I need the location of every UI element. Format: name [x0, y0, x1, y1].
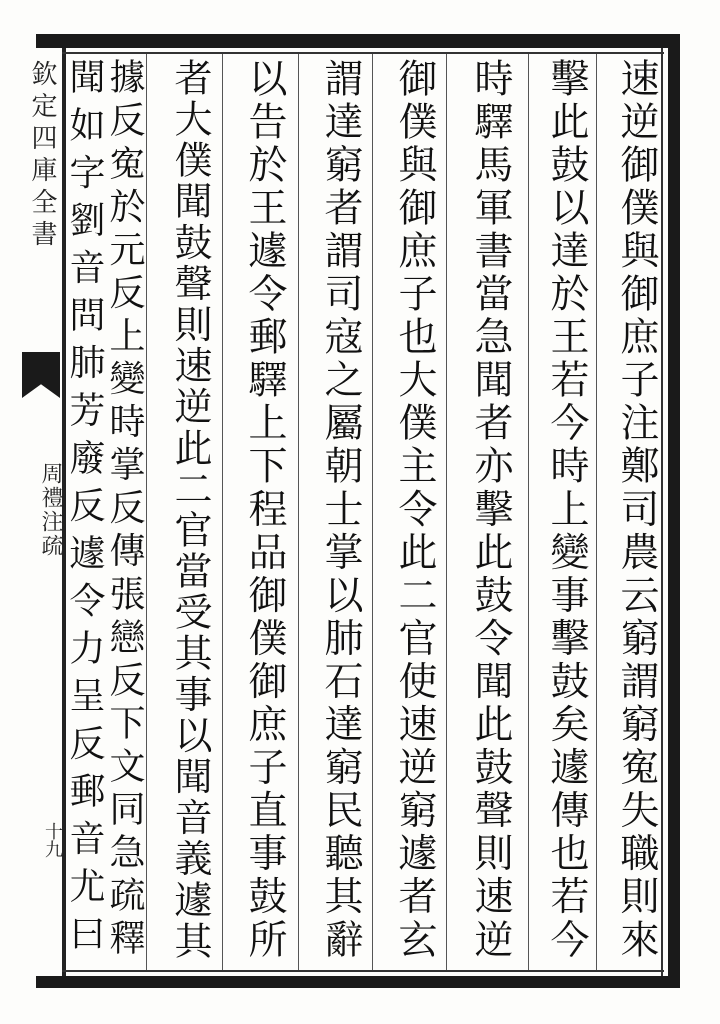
book-title: 周禮注疏: [38, 462, 63, 558]
fish-tail-mark: [22, 352, 60, 398]
page-number: 十九: [42, 822, 63, 858]
text-column-6: 以告於王遽令郵驛上下程品御僕御庶子直事鼓所: [242, 58, 287, 962]
text-column-2: 擊此鼓以達於王若今時上變事擊鼓矣遽傳也若今: [544, 58, 589, 962]
annotation-column-1: 據反寃於元反上變時掌反傳張戀反下文同急疏釋: [104, 58, 145, 962]
column-rule: [372, 54, 373, 970]
frame-top-inner-line: [62, 52, 664, 54]
column-rule: [298, 54, 299, 970]
column-rule: [596, 54, 597, 970]
page-margin: [22, 52, 62, 972]
annotation-column-2: 聞如字劉音問肺芳廢反遽令力呈反郵音尤曰: [64, 58, 105, 962]
column-rule: [222, 54, 223, 970]
text-column-1: 速逆御僕與御庶子注鄭司農云窮謂窮寃失職則來: [614, 58, 659, 962]
text-column-5: 謂達窮者謂司寇之屬朝士掌以肺石達窮民聽其辭: [318, 58, 363, 962]
text-column-4: 御僕與御庶子也大僕主令此二官使速逆窮遽者玄: [392, 58, 437, 962]
column-rule: [446, 54, 447, 970]
text-column-3: 時驛馬軍書當急聞者亦擊此鼓令聞此鼓聲則速逆: [468, 58, 513, 962]
frame-bottom-border: [36, 976, 680, 988]
frame-right-border: [668, 34, 680, 988]
frame-bottom-inner-line: [62, 970, 664, 972]
column-rule: [146, 54, 147, 970]
frame-top-border: [36, 34, 680, 48]
collection-title: 欽定四庫全書: [27, 60, 57, 252]
column-rule: [528, 54, 529, 970]
text-column-7: 者大僕聞鼓聲則速逆此二官當受其事以聞音義遽其: [168, 58, 212, 962]
